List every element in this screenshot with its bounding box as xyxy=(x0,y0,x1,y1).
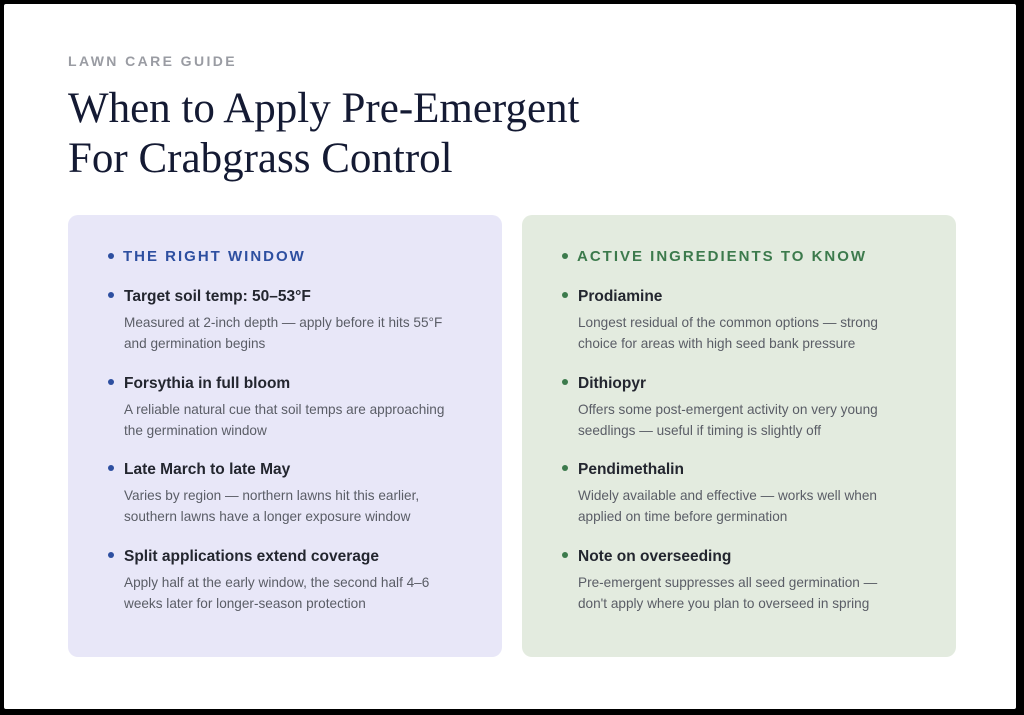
item-description-line: Pre-emergent suppresses all seed germination — xyxy=(578,574,878,590)
bullet-icon xyxy=(108,552,114,558)
window-list xyxy=(108,287,462,613)
card-heading-label: ACTIVE INGREDIENTS TO KNOW xyxy=(577,247,868,265)
active-ingredients-card xyxy=(522,215,956,657)
item-description-line: southern lawns have a longer exposure window xyxy=(124,509,411,524)
item-description-line: the germination window xyxy=(124,422,267,438)
bullet-icon xyxy=(108,465,114,471)
bullet-icon xyxy=(562,552,568,558)
title-line-1: When to Apply Pre-Emergent xyxy=(68,85,580,132)
item-description xyxy=(124,399,462,441)
eyebrow-label: LAWN CARE GUIDE xyxy=(68,53,237,69)
bullet-icon xyxy=(562,292,568,298)
item-description xyxy=(578,312,916,354)
item-description xyxy=(578,572,916,614)
bullet-icon xyxy=(562,465,568,471)
item-description-line: Varies by region — northern lawns hit this earlier, xyxy=(124,488,420,503)
card-heading xyxy=(562,247,916,265)
item-description xyxy=(124,312,462,354)
list-item xyxy=(562,460,916,526)
item-description-line: weeks later for longer-season protection xyxy=(124,595,366,611)
item-title: Dithiopyr xyxy=(578,374,647,392)
right-window-card xyxy=(68,215,502,657)
item-description-line: A reliable natural cue that soil temps are approaching xyxy=(124,401,445,417)
card-heading-label: THE RIGHT WINDOW xyxy=(123,247,306,265)
card-heading xyxy=(108,247,462,265)
item-description-line: Apply half at the early window, the second half 4–6 xyxy=(124,574,430,590)
item-description xyxy=(124,485,462,527)
list-item xyxy=(562,547,916,613)
item-description-line: and germination begins xyxy=(124,336,266,351)
list-item xyxy=(108,460,462,526)
item-description xyxy=(578,399,916,441)
item-description-line: Longest residual of the common options — strong xyxy=(578,315,878,330)
item-title: Split applications extend coverage xyxy=(124,547,379,565)
heading-dot-icon xyxy=(108,253,114,259)
item-title: Forsythia in full bloom xyxy=(124,374,291,392)
list-item xyxy=(562,287,916,353)
item-title: Pendimethalin xyxy=(578,461,684,478)
item-description-line: Measured at 2-inch depth — apply before it hits 55°F xyxy=(124,315,443,330)
item-description-line: Offers some post-emergent activity on very young xyxy=(578,401,878,417)
ingredients-list xyxy=(562,287,916,613)
page-frame xyxy=(4,4,1016,709)
item-description-line: Widely available and effective — works well when xyxy=(578,488,877,503)
item-description xyxy=(578,485,916,527)
item-title: Note on overseeding xyxy=(578,547,732,565)
page-title xyxy=(68,84,580,184)
list-item xyxy=(562,374,916,440)
item-title: Late March to late May xyxy=(124,461,291,478)
item-title: Prodiamine xyxy=(578,288,663,305)
item-title: Target soil temp: 50–53°F xyxy=(124,288,311,305)
heading-dot-icon xyxy=(562,253,568,259)
item-description-line: don't apply where you plan to overseed in spring xyxy=(578,595,870,611)
list-item xyxy=(108,547,462,613)
item-description xyxy=(124,572,462,614)
item-description-line: applied on time before germination xyxy=(578,509,788,524)
list-item xyxy=(108,287,462,353)
list-item xyxy=(108,374,462,440)
title-line-2: For Crabgrass Control xyxy=(68,135,453,182)
bullet-icon xyxy=(108,292,114,298)
item-description-line: choice for areas with high seed bank pressure xyxy=(578,336,856,351)
bullet-icon xyxy=(108,379,114,385)
bullet-icon xyxy=(562,379,568,385)
item-description-line: seedlings — useful if timing is slightly off xyxy=(578,422,822,438)
